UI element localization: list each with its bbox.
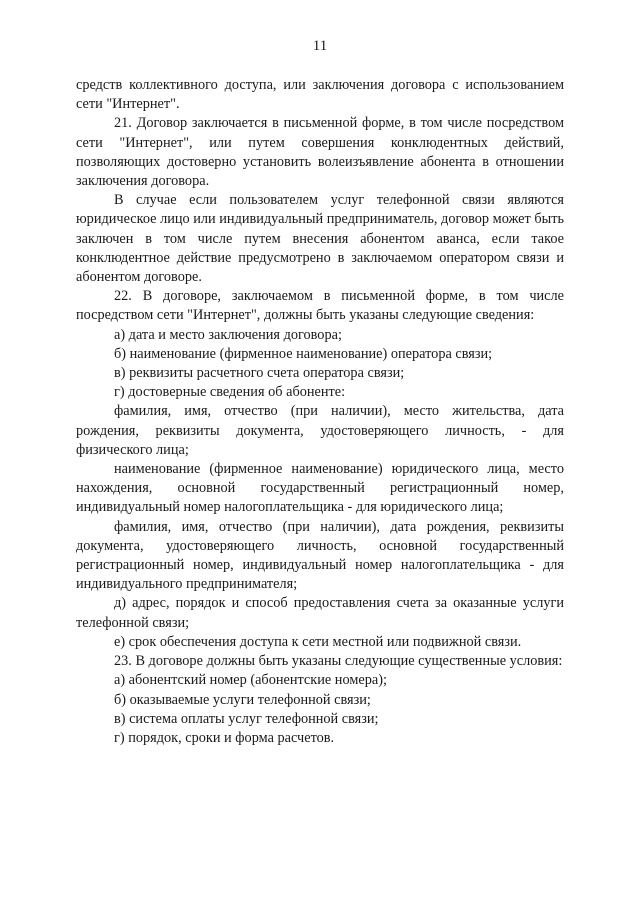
list-item-23-b: б) оказываемые услуги телефонной связи; — [114, 691, 371, 708]
document-body — [76, 76, 564, 748]
paragraph-continuation: средств коллективного доступа, или заключения договора с использованием сети "Интернет". — [76, 77, 564, 113]
list-item-22-g: г) достоверные сведения об абоненте: — [114, 384, 346, 401]
subitem-natural-person: фамилия, имя, отчество (при наличии), место жительства, дата рождения, реквизиты документа, удостоверяющего личность, - для физического лица; — [76, 403, 564, 458]
subitem-entrepreneur: фамилия, имя, отчество (при наличии), дата рождения, реквизиты документа, удостоверяющего личность, основной государственный регистрационный номер, индивидуальный номер налогоплательщика - для индивидуального предпринимателя; — [76, 518, 564, 593]
list-item-22-e: е) срок обеспечения доступа к сети местной или подвижной связи. — [114, 633, 522, 650]
list-item-23-v: в) система оплаты услуг телефонной связи; — [114, 710, 379, 727]
paragraph-item-21-advance: В случае если пользователем услуг телефонной связи являются юридическое лицо или индивидуальный предприниматель, договор может быть заключен в том числе путем внесения абонентом аванса, если такое конклюдентное действие предусмотрено в заключаемом оператором связи и абонентом договоре. — [76, 192, 564, 286]
list-item-22-a: а) дата и место заключения договора; — [114, 326, 342, 343]
list-item-22-d: д) адрес, порядок и способ предоставления счета за оказанные услуги телефонной связи; — [76, 595, 564, 631]
list-item-23-g: г) порядок, сроки и форма расчетов. — [114, 729, 335, 746]
paragraph-item-21: 21. Договор заключается в письменной форме, в том числе посредством сети "Интернет", или путем совершения конклюдентных действий, позволяющих достоверно установить волеизъявление абонента в отношении заключения договора. — [76, 115, 564, 190]
list-item-23-a: а) абонентский номер (абонентские номера); — [114, 672, 387, 689]
list-item-22-b: б) наименование (фирменное наименование) оператора связи; — [114, 345, 493, 362]
paragraph-item-23: 23. В договоре должны быть указаны следующие существенные условия: — [114, 653, 563, 670]
list-item-22-v: в) реквизиты расчетного счета оператора связи; — [114, 365, 405, 382]
subitem-legal-entity: наименование (фирменное наименование) юридического лица, место нахождения, основной государственный регистрационный номер, индивидуальный номер налогоплательщика - для юридического лица; — [76, 461, 564, 516]
page-number: 11 — [312, 38, 328, 54]
paragraph-item-22: 22. В договоре, заключаемом в письменной форме, в том числе посредством сети "Интернет", должны быть указаны следующие сведения: — [76, 288, 564, 324]
